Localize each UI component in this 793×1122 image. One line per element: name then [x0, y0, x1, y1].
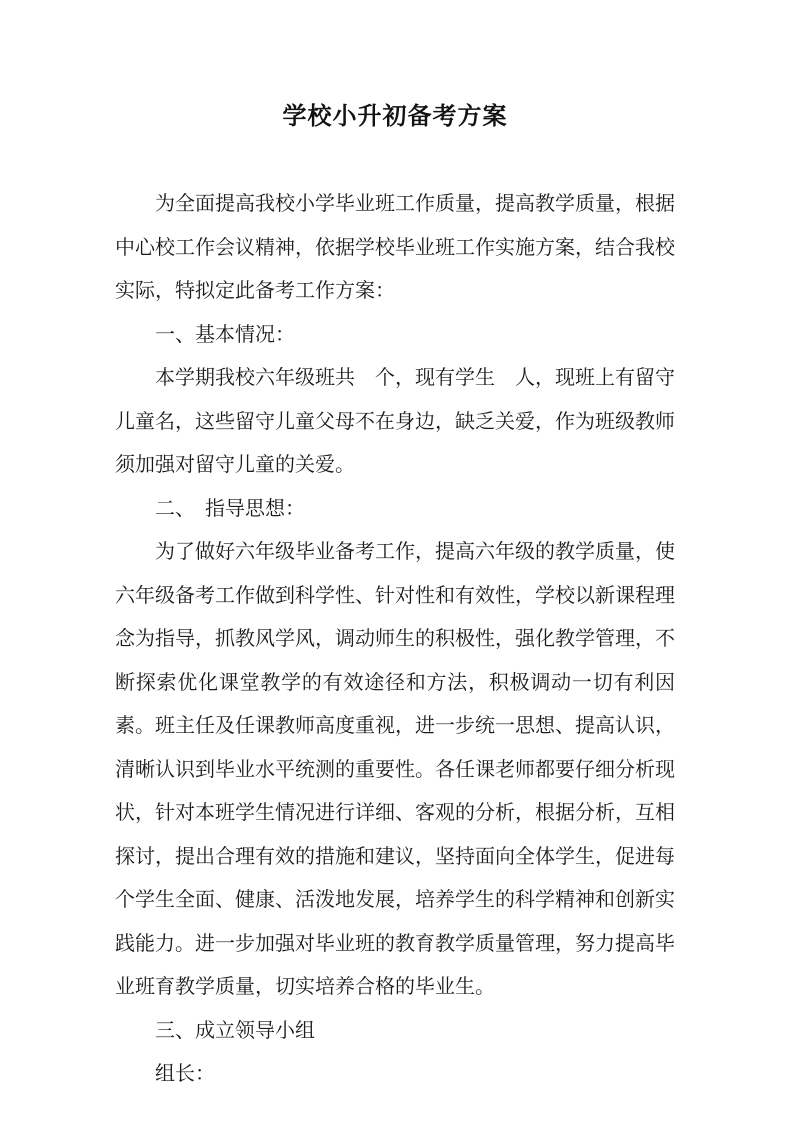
- section-heading-basic-situation: 一、基本情况：: [155, 323, 295, 346]
- paragraph-intro: 为全面提高我校小学毕业班工作质量，提高教学质量，根据中心校工作会议精神，依据学校毕业班工作实施方案，结合我校实际，特拟定此备考工作方案：: [115, 193, 675, 302]
- section-heading-leading-group: 三、成立领导小组: [155, 1019, 315, 1042]
- paragraph-basic-situation: 本学期我校六年级班共 个，现有学生 人，现班上有留守儿童名，这些留守儿童父母不在身边，缺乏关爱，作为班级教师须加强对留守儿童的关爱。: [115, 367, 675, 476]
- paragraph-group-leader: 组长：: [155, 1063, 215, 1085]
- section-heading-guiding-ideology: 二、 指导思想：: [155, 497, 305, 520]
- paragraph-guiding-ideology: 为了做好六年级毕业备考工作，提高六年级的教学质量，使六年级备考工作做到科学性、针对性和有效性，学校以新课程理念为指导，抓教风学风，调动师生的积极性，强化教学管理，不断探索优化课堂教学的有效途径和方法，积极调动一切有利因素。班主任及任课教师高度重视，进一步统一思想、提高认识，清晰认识到毕业水平统测的重要性。各任课老师都要仔细分析现状，针对本班学生情况进行详细、客观的分析，根据分析，互相探讨，提出合理有效的措施和建议，坚持面向全体学生，促进每个学生全面、健康、活泼地发展，培养学生的科学精神和创新实践能力。进一步加强对毕业班的教育教学质量管理，努力提高毕业班育教学质量，切实培养合格的毕业生。: [115, 541, 675, 998]
- document-title: 学校小升初备考方案: [282, 103, 508, 130]
